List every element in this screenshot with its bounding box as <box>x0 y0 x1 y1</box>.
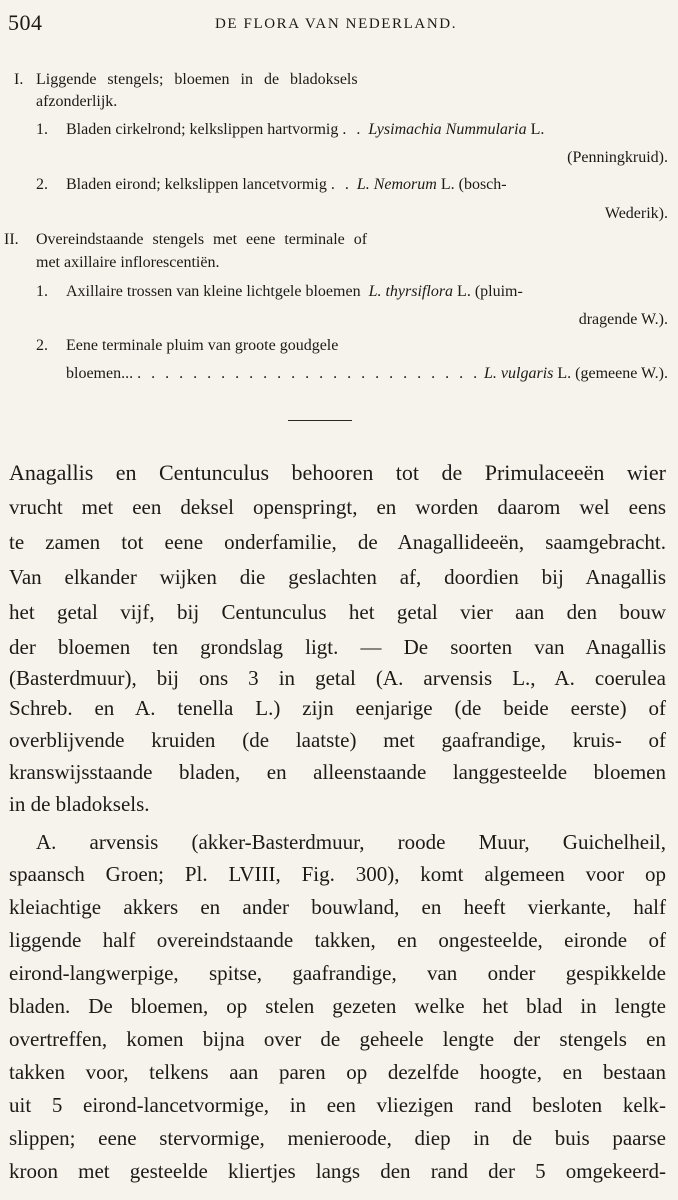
species-author: L. <box>530 121 545 138</box>
paragraph-line: liggende half overeindstaande takken, en ongesteelde, eironde of <box>9 928 666 952</box>
key-item-continuation: Wederik). <box>604 205 668 222</box>
paragraph-line: kleiachtige akkers en ander bouwland, en heeft vierkante, half <box>9 895 666 919</box>
species-author: L. (bosch- <box>440 176 507 193</box>
key-item-text: Axillaire trossen van kleine lichtgele bloemen <box>66 283 361 300</box>
key-group-label: I. <box>14 71 24 88</box>
paragraph-line: Schreb. en A. tenella L.) zijn eenjarige (de beide eerste) of <box>9 696 666 720</box>
paragraph-line: slippen; eene stervormige, menieroode, diep in de buis paarse <box>9 1126 666 1150</box>
key-group-line: Liggende stengels; bloemen in de bladoksels <box>36 71 358 88</box>
key-group-label: II. <box>4 231 19 248</box>
key-item <box>36 282 668 302</box>
key-item-continuation: (Penningkruid). <box>567 149 668 166</box>
key-leader-dots <box>331 175 353 195</box>
running-title: DE FLORA VAN NEDERLAND. <box>214 16 458 32</box>
key-item-text: Bladen cirkelrond; kelkslippen hartvormig <box>66 121 339 138</box>
paragraph-line: in de bladoksels. <box>9 792 150 816</box>
key-item-number: 2. <box>36 176 48 193</box>
key-item-number: 2. <box>36 337 48 354</box>
key-item <box>36 364 668 384</box>
paragraph-line: uit 5 eirond-lancetvormige, in een vliezigen rand besloten kelk- <box>9 1093 666 1117</box>
page-number: 504 <box>8 10 43 35</box>
paragraph-line: eirond-langwerpige, spitse, gaafrandige, van onder gespikkelde <box>9 961 666 985</box>
species-author: L. (pluim- <box>457 283 523 300</box>
paragraph-line: het getal vijf, bij Centunculus het getal vier aan den bouw <box>9 600 666 624</box>
key-item-text: bloemen... <box>66 365 134 382</box>
key-group-line: met axillaire inflorescentiën. <box>36 254 220 271</box>
paragraph-line: kranswijsstaande bladen, en alleenstaande langgesteelde bloemen <box>9 760 666 784</box>
key-item <box>36 336 668 356</box>
paragraph-line: vrucht met een deksel openspringt, en worden daarom wel eens <box>9 495 666 519</box>
key-item-number: 1. <box>36 121 48 138</box>
species-name: Lysimachia Nummularia <box>368 121 527 138</box>
paragraph-line: Anagallis en Centunculus behooren tot de Primulaceeën wier <box>9 460 666 485</box>
key-item <box>36 120 668 140</box>
species-name: L. thyrsiflora <box>368 283 454 300</box>
paragraph-line: overtreffen, komen bijna over de geheele lengte der stengels en <box>9 1027 666 1051</box>
key-item <box>36 175 668 195</box>
paragraph-line: overblijvende kruiden (de laatste) met gaafrandige, kruis- of <box>9 728 666 752</box>
species-author: L. (gemeene W.). <box>557 365 668 382</box>
paragraph-line: spaansch Groen; Pl. LVIII, Fig. 300), komt algemeen voor op <box>9 862 666 886</box>
key-item-text: Eene terminale pluim van groote goudgele <box>66 337 339 354</box>
section-divider <box>288 420 352 421</box>
key-group-line: afzonderlijk. <box>36 93 118 110</box>
key-item-continuation: dragende W.). <box>578 311 668 328</box>
paragraph-line: te zamen tot eene onderfamilie, de Anagallideeën, saamgebracht. <box>9 530 666 554</box>
paragraph-line: kroon met gesteelde kliertjes langs den rand der 5 omgekeerd- <box>9 1159 666 1183</box>
key-item-text: Bladen eirond; kelkslippen lancetvormig <box>66 176 327 193</box>
key-leader-dots <box>342 120 364 140</box>
page-header <box>8 10 664 40</box>
key-item-number: 1. <box>36 283 48 300</box>
key-group-line: Overeindstaande stengels met eene terminale of <box>36 231 368 248</box>
paragraph-line: bladen. De bloemen, op stelen gezeten welke het blad in lengte <box>9 994 666 1018</box>
paragraph-line: A. arvensis (akker-Basterdmuur, roode Muur, Guichelheil, <box>36 830 666 854</box>
paragraph-line: takken voor, telkens aan paren op dezelfde hoogte, en bestaan <box>9 1060 666 1084</box>
species-name: L. Nemorum <box>356 176 437 193</box>
paragraph-line: Van elkander wijken die geslachten af, doordien bij Anagallis <box>9 565 666 589</box>
species-name: L. vulgaris <box>484 365 554 382</box>
paragraph-line: der bloemen ten grondslag ligt. — De soorten van Anagallis <box>9 635 666 659</box>
key-leader-dots <box>137 364 480 384</box>
paragraph-line: (Basterdmuur), bij ons 3 in getal (A. arvensis L., A. coerulea <box>9 666 666 690</box>
